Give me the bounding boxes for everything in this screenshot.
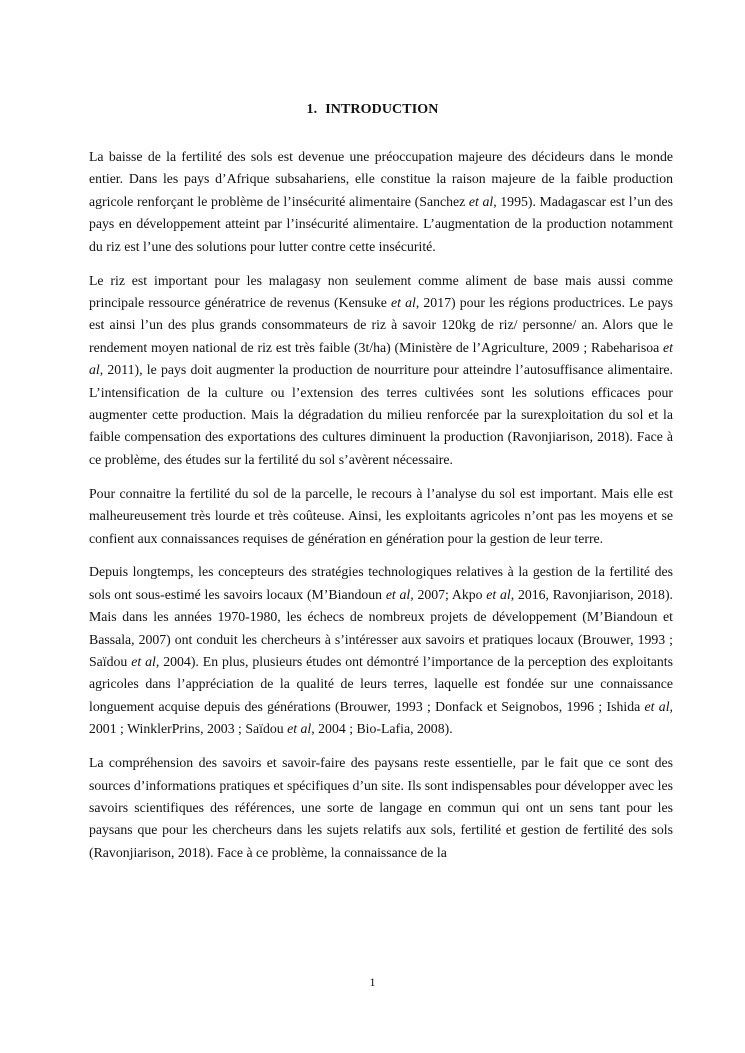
paragraph-text: 2001 ; WinklerPrins, 2003 ; Saïdou xyxy=(89,721,288,737)
paragraph-5 xyxy=(89,752,673,864)
paragraph-1 xyxy=(89,146,673,258)
paragraph-2 xyxy=(89,270,673,472)
paragraph-text: Pour connaitre la fertilité du sol de la parcelle, le recours à l’analyse du sol est important. Mais elle est malheureusement très lourde et très coûteuse. Ainsi, les exploitants agricoles n’ont pas les moyens et se confient aux connaissances requises de génération en génération pour la gestion de leur terre. xyxy=(89,485,673,546)
italic-citation: et al xyxy=(391,294,416,310)
paragraph-text: Depuis longtemps, les concepteurs des stratégies technologiques relatives à la gestion de la fertilité des sols ont sous-estimé les savoirs locaux (M’Biandoun xyxy=(89,564,673,602)
paragraph-3 xyxy=(89,483,673,550)
section-number: 1. xyxy=(306,102,318,117)
italic-citation: et al, xyxy=(644,698,673,714)
paragraph-text: La baisse de la fertilité des sols est devenue une préoccupation majeure des décideurs dans le monde entier. Dans les pays d’Afrique subsahariens, elle constitue la raison majeure de la faible production agricole renforçant le problème de l’insécurité alimentaire (Sanchez xyxy=(89,149,673,209)
italic-citation: et al, xyxy=(385,586,414,602)
section-title: INTRODUCTION xyxy=(325,102,439,117)
italic-citation: et al xyxy=(89,339,673,378)
italic-citation: et al xyxy=(287,721,312,737)
paragraph-text: Le riz est important pour les malagasy non seulement comme aliment de base mais aussi comme principale ressource génératrice de revenus (Kensuke xyxy=(89,272,673,310)
paragraph-text: , 1995). Madagascar est l’un des pays en développement atteint par l’insécurité alimentaire. L’augmentation de la production notamment du riz est l’une des solutions pour lutter contre cette insécurité. xyxy=(89,193,674,254)
paragraph-text: , 2004). En plus, plusieurs études ont démontré l’importance de la perception des exploitants agricoles dans l’appréciation de la qualité de leurs terres, laquelle est fondée sur une connaissance longuement acquise depuis des générations (Brouwer, 1993 ; Donfack et Seignobos, 1996 ; Ishida xyxy=(89,654,674,714)
paragraph-text: 2007; Akpo xyxy=(413,586,487,602)
paragraph-text: , 2017) pour les régions productrices. Le pays est ainsi l’un des plus grands consommateurs de riz à savoir 120kg de riz/ personne/ an. Alors que le rendement moyen national de riz est très faible (3t/ha) (Ministère de l’Agriculture, 2009 ; Rabeharisoa xyxy=(89,294,674,355)
italic-citation: et al xyxy=(131,654,156,670)
paragraph-text: , 2011), le pays doit augmenter la production de nourriture pour atteindre l’autosuffisance alimentaire. L’intensification de la culture ou l’extension des terres cultivées sont les solutions efficaces pour augmenter cette production. Mais la dégradation du milieu renforcée par la surexploitation du sol et la faible compensation des exportations des cultures diminuent la production (Ravonjiarison, 2018). Face à ce problème, des études sur la fertilité du sol s’avèrent nécessaire. xyxy=(89,362,673,467)
body-text xyxy=(89,146,673,876)
paragraph-text: La compréhension des savoirs et savoir-faire des paysans reste essentielle, par le fait que ce sont des sources d’informations pratiques et spécifiques d’un site. Ils sont indispensables pour développer avec les savoirs scientifiques des références, une sorte de langage en commun qui ont un sens tant pour les paysans que pour les chercheurs dans les sujets relatifs aux sols, fertilité et gestion de fertilité des sols (Ravonjiarison, 2018). Face à ce problème, la connaissance de la xyxy=(89,755,673,860)
paragraph-4 xyxy=(89,561,673,740)
italic-citation: et al xyxy=(486,586,511,602)
italic-citation: et al xyxy=(468,193,494,209)
paragraph-text: , 2004 ; Bio-Lafia, 2008). xyxy=(311,721,453,737)
page-number: 1 xyxy=(369,975,376,989)
paragraph-text: , 2016, Ravonjiarison, 2018). Mais dans les années 1970-1980, les échecs de nombreux projets de développement (M’Biandoun et Bassala, 2007) ont conduit les chercheurs à s’intéresser aux savoirs et pratiques locaux (Brouwer, 1993 ; Saïdou xyxy=(89,586,673,670)
section-heading xyxy=(0,102,745,118)
